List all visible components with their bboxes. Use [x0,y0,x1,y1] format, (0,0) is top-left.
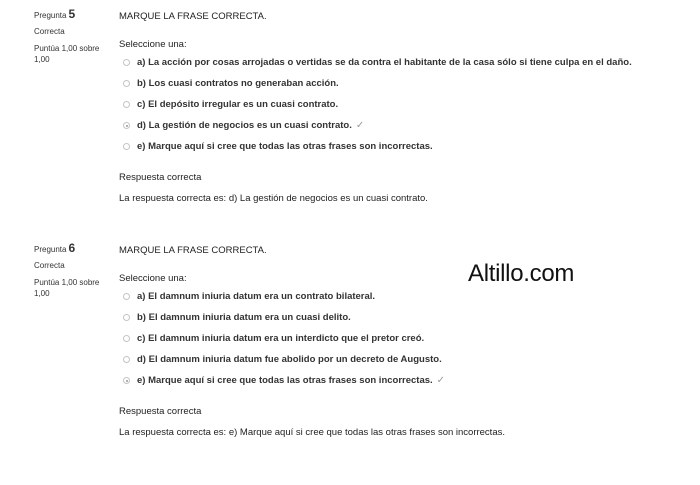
question-info [34,9,114,65]
answer-option-label: c) El damnum iniuria datum era un interdicto que el pretor creó. [137,333,425,344]
answer-option-label: e) Marque aquí si cree que todas las otras frases son incorrectas. [137,375,433,386]
question-info [34,243,114,299]
radio-button-selected[interactable] [123,377,130,384]
answer-prompt: Seleccione una: [119,273,187,284]
feedback-text: La respuesta correcta es: e) Marque aquí si cree que todas las otras frases son incorrectas. [119,427,505,438]
answer-option-label: a) El damnum iniuria datum era un contrato bilateral. [137,291,376,302]
question-label: Pregunta [34,11,67,20]
answer-option-label: d) El damnum iniuria datum fue abolido por un decreto de Augusto. [137,354,442,365]
answer-option-c[interactable] [119,328,679,349]
answer-option-b[interactable] [119,307,679,328]
answer-option-d[interactable] [119,115,679,136]
radio-button[interactable] [123,80,130,87]
check-icon: ✓ [355,120,365,131]
radio-button[interactable] [123,101,130,108]
answer-option-label: d) La gestión de negocios es un cuasi contrato. [137,120,352,131]
radio-button[interactable] [123,59,130,66]
question-content [119,10,679,205]
radio-button[interactable] [123,143,130,150]
answer-option-label: b) Los cuasi contratos no generaban acción. [137,78,339,89]
answer-option-label: a) La acción por cosas arrojadas o vertidas se da contra el habitante de la casa sólo si tiene culpa en el daño. [137,57,632,68]
question-number: 5 [68,7,76,21]
answer-options [119,52,679,157]
radio-button-selected[interactable] [123,122,130,129]
answer-option-c[interactable] [119,94,679,115]
answer-option-e[interactable] [119,136,679,157]
radio-button[interactable] [123,293,130,300]
answer-option-a[interactable] [119,52,679,73]
answer-option-b[interactable] [119,73,679,94]
question-grade: Puntúa 1,00 sobre 1,00 [34,44,100,64]
answer-option-e[interactable] [119,370,679,391]
question-label: Pregunta [34,245,67,254]
feedback-title: Respuesta correcta [119,406,202,417]
answer-option-d[interactable] [119,349,679,370]
question-state: Correcta [34,27,65,36]
radio-button[interactable] [123,356,130,363]
watermark: Altillo.com [468,260,575,287]
question-text: MARQUE LA FRASE CORRECTA. [119,245,267,256]
answer-option-label: e) Marque aquí si cree que todas las otras frases son incorrectas. [137,141,433,152]
question-state: Correcta [34,261,65,270]
question-number: 6 [68,241,76,255]
feedback-title: Respuesta correcta [119,172,202,183]
radio-button[interactable] [123,335,130,342]
answer-option-label: b) El damnum iniuria datum era un cuasi delito. [137,312,351,323]
feedback-text: La respuesta correcta es: d) La gestión de negocios es un cuasi contrato. [119,193,428,204]
question-grade: Puntúa 1,00 sobre 1,00 [34,278,100,298]
check-icon: ✓ [436,375,446,386]
question-content [119,244,679,439]
radio-button[interactable] [123,314,130,321]
answer-options [119,286,679,391]
question-text: MARQUE LA FRASE CORRECTA. [119,11,267,22]
answer-prompt: Seleccione una: [119,39,187,50]
answer-option-label: c) El depósito irregular es un cuasi contrato. [137,99,339,110]
answer-option-a[interactable] [119,286,679,307]
